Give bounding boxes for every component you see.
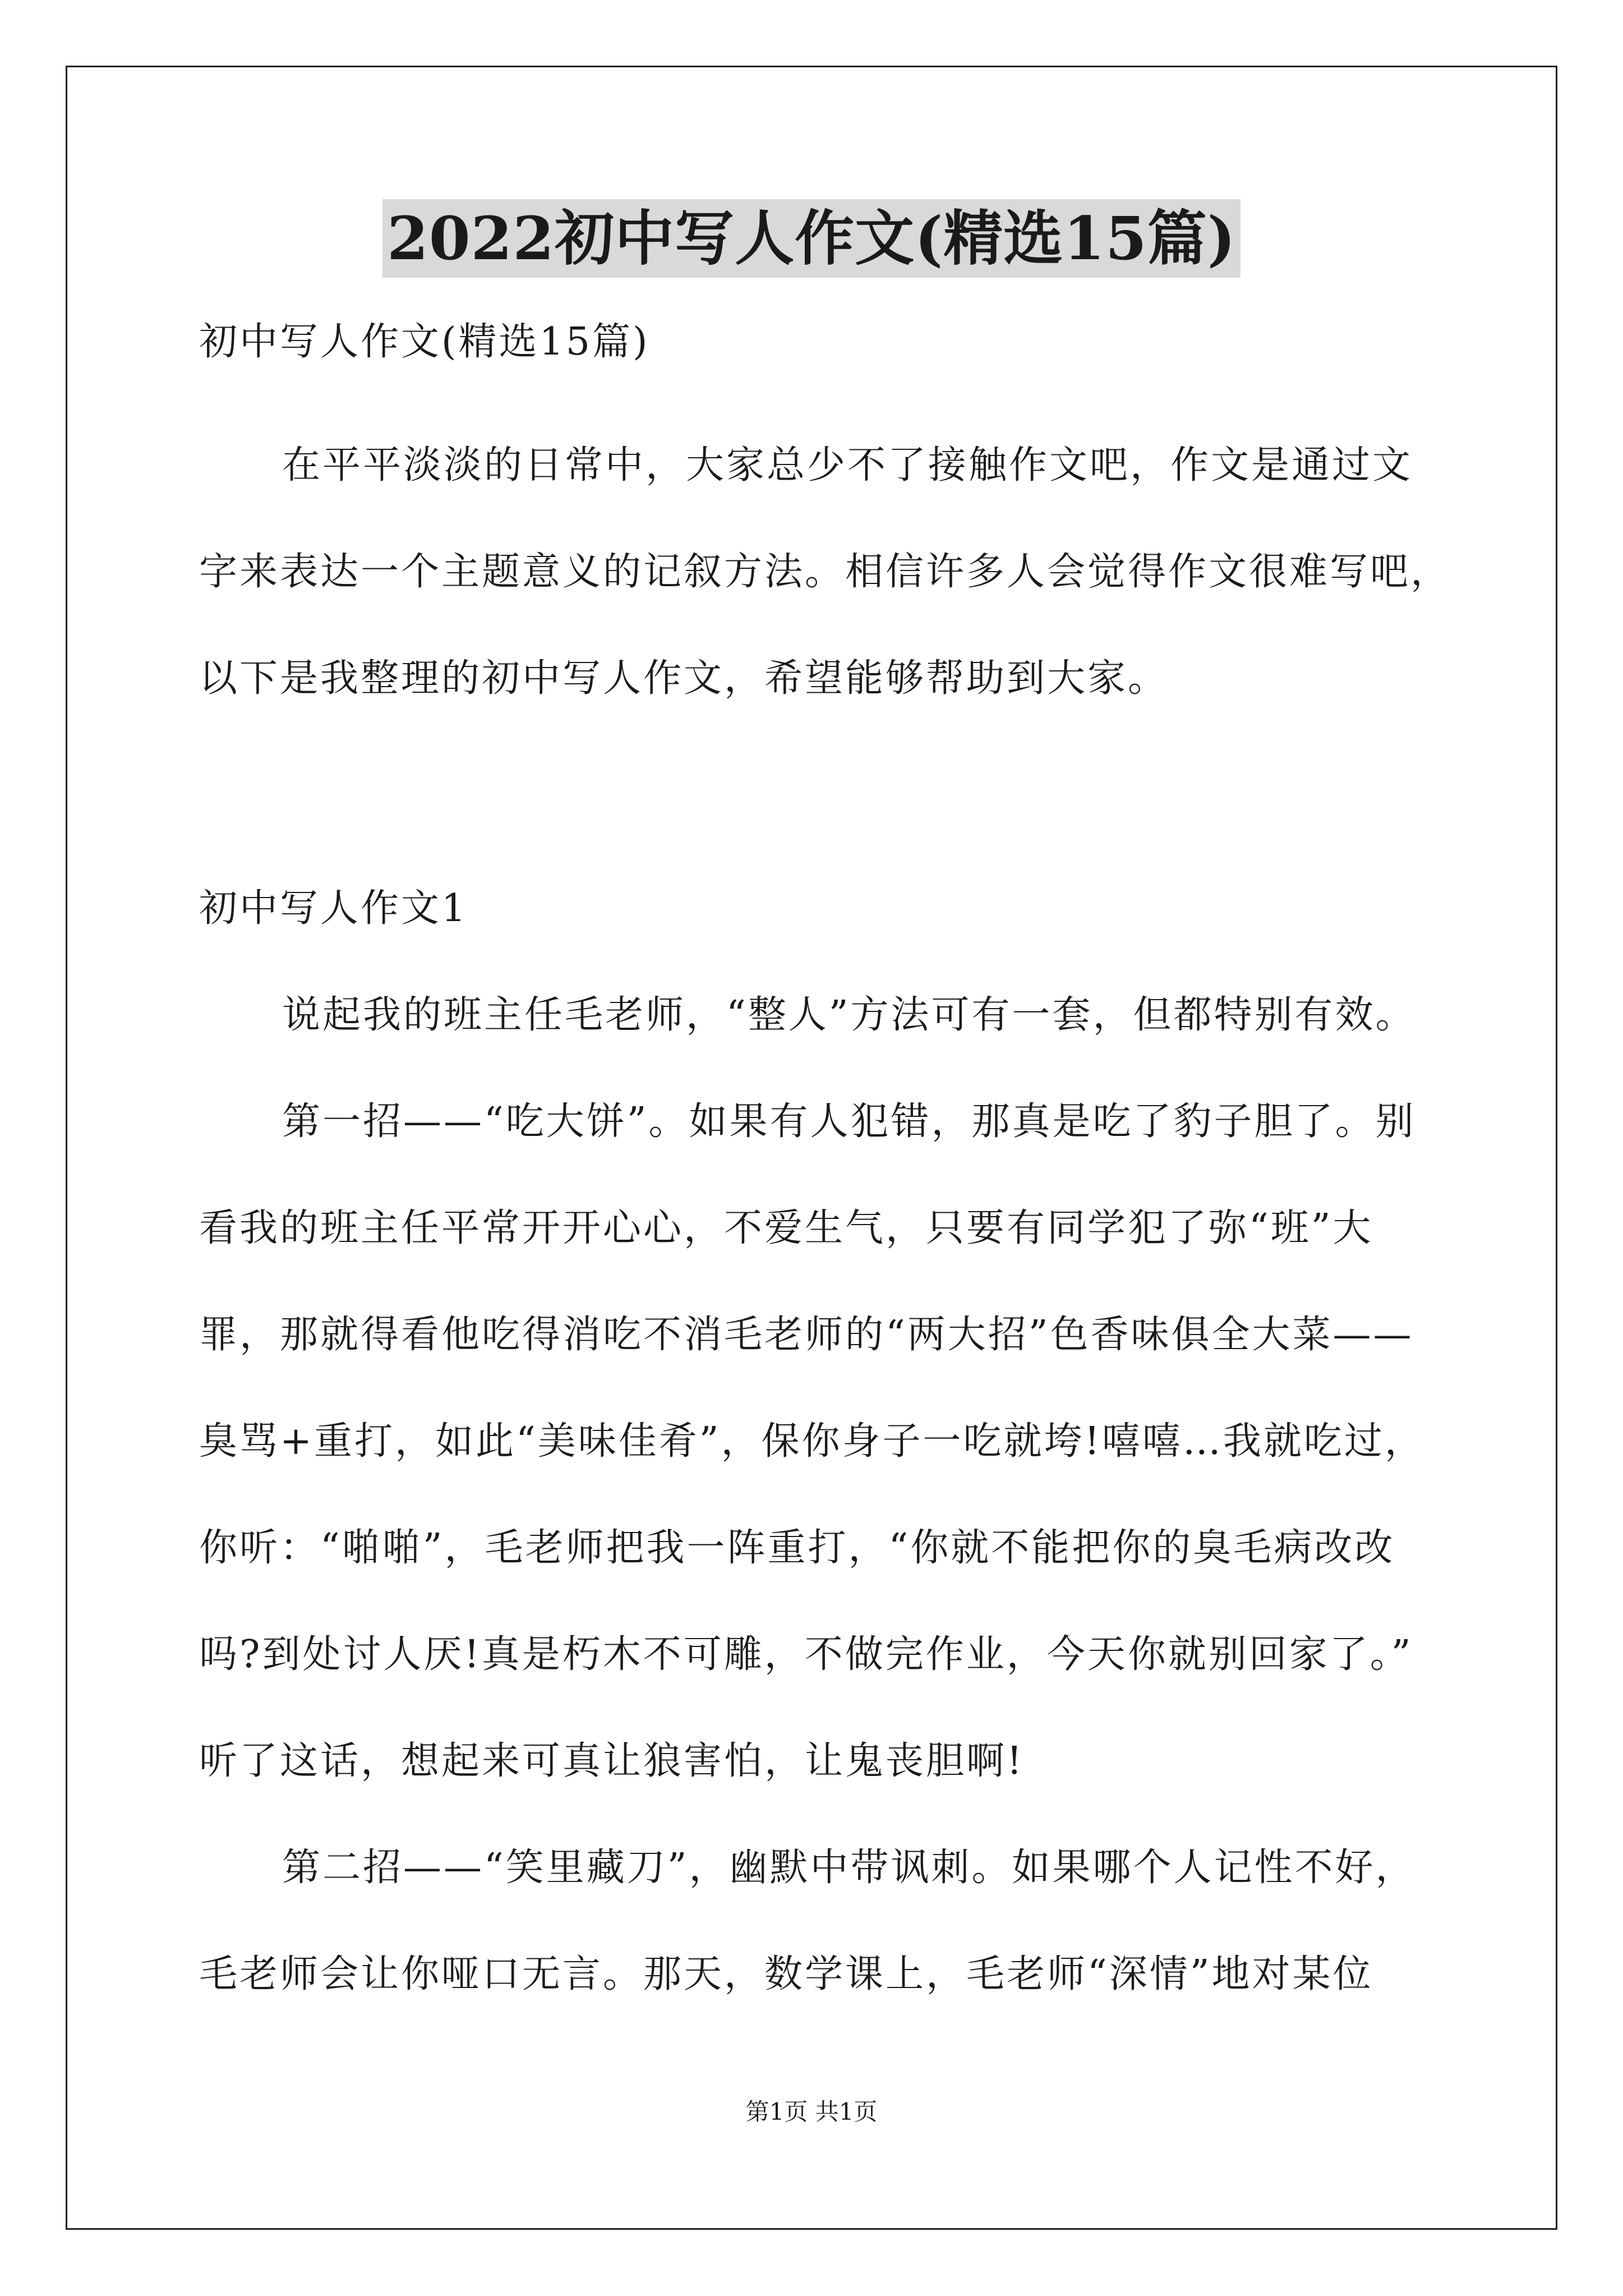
title-container [0, 199, 1623, 278]
document-title: 2022初中写人作文(精选15篇) [382, 199, 1241, 278]
paragraph-line: 吗?到处讨人厌!真是朽木不可雕，不做完作业，今天你就别回家了。” [199, 1632, 1413, 1677]
paragraph-line: 你听：“啪啪”，毛老师把我一阵重打，“你就不能把你的臭毛病改改 [199, 1526, 1395, 1570]
paragraph-line: 第二招——“笑里藏刀”，幽默中带讽刺。如果哪个人记性不好， [282, 1846, 1416, 1890]
paragraph-line: 毛老师会让你哑口无言。那天，数学课上，毛老师“深情”地对某位 [199, 1952, 1373, 1996]
paragraph-line: 第一招——“吃大饼”。如果有人犯错，那真是吃了豹子胆了。别 [282, 1099, 1416, 1144]
paragraph-line: 臭骂+重打，如此“美味佳肴”，保你身子一吃就垮!嘻嘻…我就吃过， [199, 1419, 1425, 1464]
page-number: 第1页 共1页 [745, 2098, 878, 2125]
paragraph-line: 看我的班主任平常开开心心，不爱生气，只要有同学犯了弥“班”大 [199, 1206, 1373, 1250]
intro-line: 以下是我整理的初中写人作文，希望能够帮助到大家。 [199, 656, 1169, 701]
paragraph-line: 罪，那就得看他吃得消吃不消毛老师的“两大招”色香味俱全大菜—— [199, 1313, 1414, 1357]
page-footer [0, 2095, 1623, 2129]
section-heading: 初中写人作文1 [199, 886, 468, 931]
subtitle: 初中写人作文(精选15篇) [199, 320, 650, 364]
intro-line: 在平平淡淡的日常中，大家总少不了接触作文吧，作文是通过文 [282, 443, 1413, 487]
paragraph-line: 说起我的班主任毛老师，“整人”方法可有一套，但都特别有效。 [282, 993, 1416, 1037]
paragraph-line: 听了这话，想起来可真让狼害怕，让鬼丧胆啊! [199, 1739, 1025, 1783]
page-border [66, 66, 1557, 2230]
intro-line: 字来表达一个主题意义的记叙方法。相信许多人会觉得作文很难写吧， [199, 550, 1451, 594]
